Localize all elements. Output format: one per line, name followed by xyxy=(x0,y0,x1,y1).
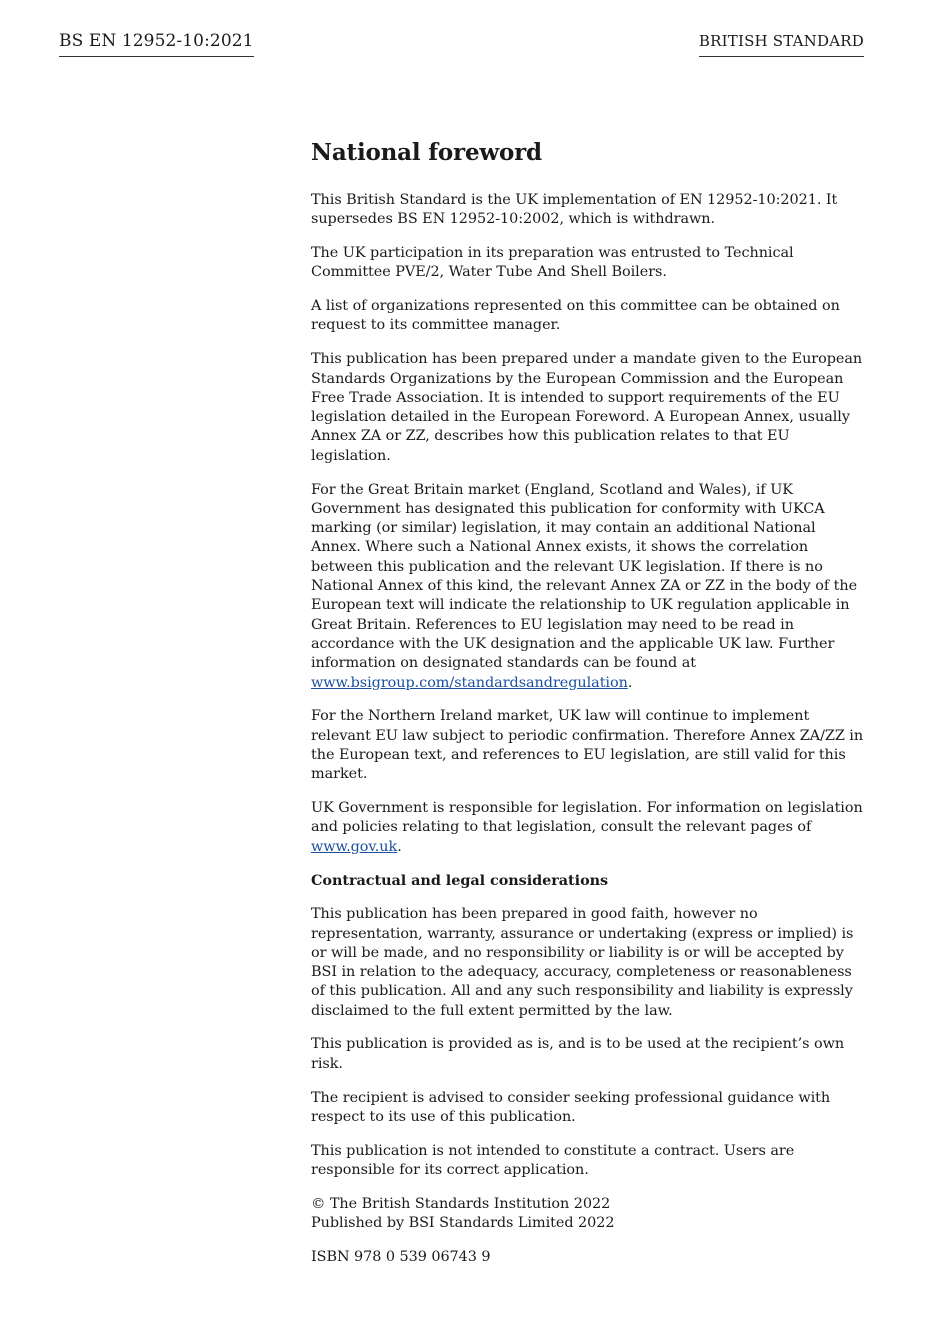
foreword-body xyxy=(311,138,867,1267)
page-title: National foreword xyxy=(311,139,542,166)
bsigroup-link[interactable]: www.bsigroup.com/standardsandregulation xyxy=(311,674,628,691)
document-identifier: BS EN 12952-10:2021 xyxy=(59,31,254,57)
paragraph-uk-government xyxy=(311,799,867,857)
paragraph-northern-ireland: For the Northern Ireland market, UK law will continue to implement relevant EU law subject to periodic confirmation. Therefore Annex ZA/ZZ in the European text, and references to EU legislation, are still valid for this market. xyxy=(311,708,864,783)
copyright-line: © The British Standards Institution 2022 xyxy=(311,1195,611,1212)
paragraph-great-britain xyxy=(311,481,867,693)
paragraph-own-risk: This publication is provided as is, and is to be used at the recipient’s own risk. xyxy=(311,1036,845,1072)
section-subheading: Contractual and legal considerations xyxy=(311,872,609,890)
published-line: Published by BSI Standards Limited 2022 xyxy=(311,1215,615,1232)
paragraph-not-contract: This publication is not intended to constitute a contract. Users are responsible for its correct application. xyxy=(311,1142,795,1178)
paragraph-committee: The UK participation in its preparation was entrusted to Technical Committee PVE/2, Water Tube And Shell Boilers. xyxy=(311,245,794,281)
gov-uk-link[interactable]: www.gov.uk xyxy=(311,838,398,855)
paragraph-uk-government-end: . xyxy=(397,838,402,855)
paragraph-organizations: A list of organizations represented on this committee can be obtained on request to its committee manager. xyxy=(311,298,840,334)
copyright-block xyxy=(311,1195,867,1234)
isbn-line: ISBN 978 0 539 06743 9 xyxy=(311,1248,491,1265)
paragraph-mandate: This publication has been prepared under a mandate given to the European Standards Organizations by the European Commission and the European Free Trade Association. It is intended to support requirements of the EU legislation detailed in the European Foreword. A European Annex, usually Annex ZA or ZZ, describes how this publication relates to that EU legislation. xyxy=(311,351,863,464)
paragraph-good-faith: This publication has been prepared in good faith, however no representation, warranty, assurance or undertaking (express or implied) is or will be made, and no responsibility or liability is or will be accepted by BSI in relation to the adequacy, accuracy, completeness or reasonableness of this publication. All and any such responsibility and liability is expressly disclaimed to the full extent permitted by the law. xyxy=(311,906,854,1019)
paragraph-great-britain-end: . xyxy=(627,674,633,691)
paragraph-great-britain-text: For the Great Britain market (England, Scotland and Wales), if UK Government has designated this publication for conformity with UKCA marking (or similar) legislation, it may contain an additional National Annex. Where such a National Annex exists, it shows the correlation between this publication and the relevant UK legislation. If there is no National Annex of this kind, the relevant Annex ZA or ZZ in the body of the European text will indicate the relationship to UK regulation applicable in Great Britain. References to EU legislation may need to be read in accordance with the UK designation and the applicable UK law. Further information on designated standards can be found at xyxy=(311,481,858,672)
paragraph-implementation: This British Standard is the UK implementation of EN 12952-10:2021. It supersedes BS EN 12952-10:2002, which is withdrawn. xyxy=(311,192,838,228)
paragraph-uk-government-text: UK Government is responsible for legislation. For information on legislation and policies relating to that legislation, consult the relevant pages of xyxy=(311,800,863,836)
paragraph-guidance: The recipient is advised to consider seeking professional guidance with respect to its use of this publication. xyxy=(311,1089,831,1125)
document-type: BRITISH STANDARD xyxy=(699,32,864,57)
